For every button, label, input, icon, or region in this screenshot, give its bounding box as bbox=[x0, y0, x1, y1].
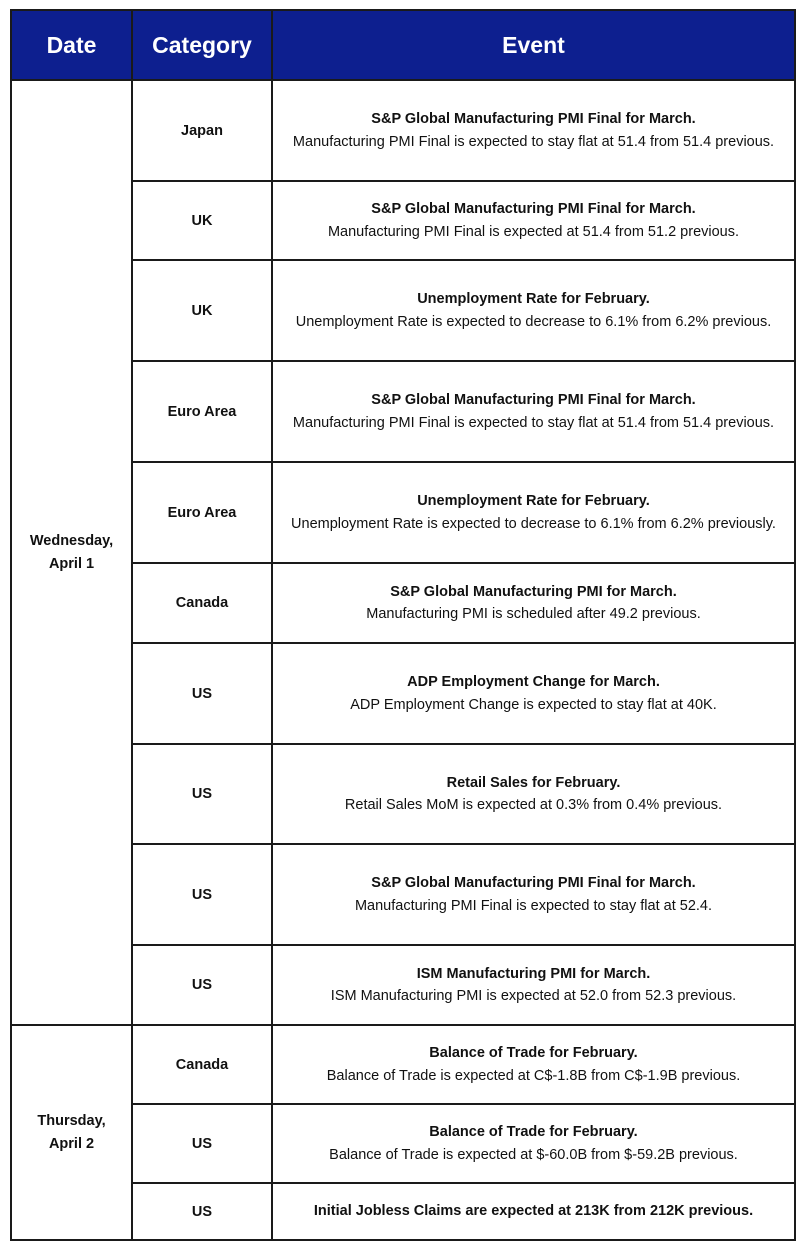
event-description: Unemployment Rate is expected to decrease to 6.1% from 6.2% previous. bbox=[295, 313, 772, 330]
event-description: Balance of Trade is expected at $-60.0B from $-59.2B previous. bbox=[329, 1146, 738, 1163]
event-description: Manufacturing PMI Final is expected at 51.4 from 51.2 previous. bbox=[327, 223, 740, 240]
event-title: Balance of Trade for February. bbox=[429, 1045, 638, 1061]
event-cell bbox=[272, 1104, 795, 1183]
event-cell bbox=[272, 744, 795, 844]
event-cell bbox=[272, 1025, 795, 1104]
event-description: Manufacturing PMI Final is expected to stay flat at 52.4. bbox=[354, 897, 713, 914]
category-cell: Canada bbox=[132, 563, 272, 643]
event-description: Manufacturing PMI Final is expected to stay flat at 51.4 from 51.4 previous. bbox=[292, 133, 775, 150]
event-title: Unemployment Rate for February. bbox=[417, 291, 650, 307]
event-description: Manufacturing PMI is scheduled after 49.2 previous. bbox=[366, 606, 701, 622]
event-description: ISM Manufacturing PMI is expected at 52.0 from 52.3 previous. bbox=[330, 988, 737, 1004]
category-cell: US bbox=[132, 945, 272, 1025]
event-title: S&P Global Manufacturing PMI Final for March. bbox=[371, 875, 696, 891]
event-title: S&P Global Manufacturing PMI Final for March. bbox=[371, 392, 696, 408]
category-cell: Euro Area bbox=[132, 361, 272, 462]
event-cell bbox=[272, 844, 795, 945]
event-title: Balance of Trade for February. bbox=[429, 1124, 638, 1140]
date-day: April 2 bbox=[48, 1135, 95, 1152]
event-title: S&P Global Manufacturing PMI Final for March. bbox=[371, 111, 696, 127]
event-title: ADP Employment Change for March. bbox=[407, 674, 660, 690]
category-cell: Japan bbox=[132, 80, 272, 181]
date-cell-april-2 bbox=[11, 1025, 132, 1240]
table-row bbox=[11, 1025, 795, 1104]
date-cell-april-1 bbox=[11, 80, 132, 1025]
date-weekday: Thursday, bbox=[37, 1112, 106, 1129]
table-row bbox=[11, 80, 795, 181]
category-cell: US bbox=[132, 643, 272, 744]
category-cell: US bbox=[132, 1183, 272, 1240]
event-cell bbox=[272, 563, 795, 643]
event-cell bbox=[272, 945, 795, 1025]
event-description: ADP Employment Change is expected to stay flat at 40K. bbox=[350, 696, 717, 713]
category-cell: US bbox=[132, 844, 272, 945]
category-cell: Canada bbox=[132, 1025, 272, 1104]
header-category: Category bbox=[132, 10, 272, 80]
event-description: Balance of Trade is expected at C$-1.8B from C$-1.9B previous. bbox=[326, 1067, 741, 1084]
category-cell: US bbox=[132, 1104, 272, 1183]
event-cell bbox=[272, 462, 795, 563]
header-row bbox=[11, 10, 795, 80]
header-event: Event bbox=[272, 10, 795, 80]
category-cell: Euro Area bbox=[132, 462, 272, 563]
event-description: Unemployment Rate is expected to decrease to 6.1% from 6.2% previously. bbox=[291, 515, 776, 532]
event-title: Retail Sales for February. bbox=[446, 774, 621, 791]
event-cell bbox=[272, 643, 795, 744]
event-title: Unemployment Rate for February. bbox=[417, 493, 650, 509]
date-day: April 1 bbox=[48, 555, 95, 572]
event-cell bbox=[272, 361, 795, 462]
category-cell: UK bbox=[132, 181, 272, 260]
event-title: S&P Global Manufacturing PMI for March. bbox=[390, 583, 677, 600]
event-cell bbox=[272, 1183, 795, 1240]
event-title: Initial Jobless Claims are expected at 213K from 212K previous. bbox=[313, 1203, 754, 1220]
event-description: Retail Sales MoM is expected at 0.3% from 0.4% previous. bbox=[344, 797, 723, 813]
date-weekday: Wednesday, bbox=[29, 532, 114, 549]
category-cell: UK bbox=[132, 260, 272, 361]
economic-calendar-table bbox=[10, 9, 796, 1241]
event-title: S&P Global Manufacturing PMI Final for March. bbox=[371, 201, 696, 217]
event-description: Manufacturing PMI Final is expected to stay flat at 51.4 from 51.4 previous. bbox=[292, 414, 775, 431]
event-title: ISM Manufacturing PMI for March. bbox=[416, 965, 651, 982]
category-cell: US bbox=[132, 744, 272, 844]
header-date: Date bbox=[11, 10, 132, 80]
event-cell bbox=[272, 181, 795, 260]
event-cell bbox=[272, 80, 795, 181]
event-cell bbox=[272, 260, 795, 361]
